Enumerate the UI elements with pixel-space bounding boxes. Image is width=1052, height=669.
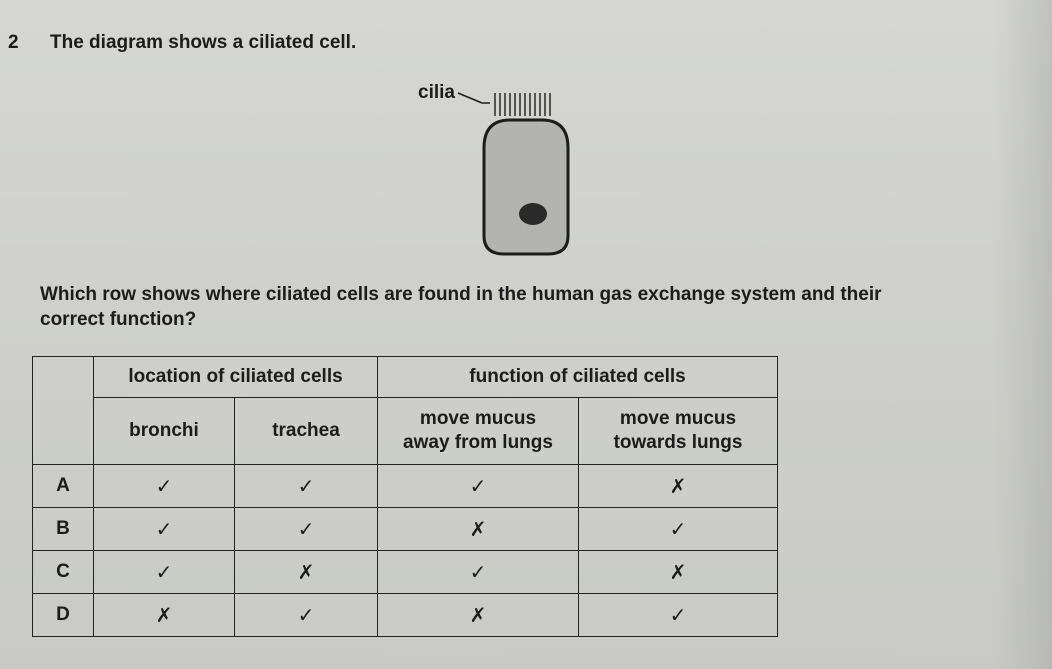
answer-table [32, 356, 778, 637]
mark-bronchi: ✓ [94, 465, 235, 508]
option-letter-b: B [33, 508, 94, 551]
mark-trachea: ✓ [235, 465, 378, 508]
question-number: 2 [8, 32, 19, 53]
nucleus [519, 203, 547, 225]
mark-away: ✗ [378, 594, 579, 637]
ciliated-cell-diagram [400, 76, 600, 266]
header-trachea: trachea [235, 398, 378, 465]
cilia [495, 93, 550, 116]
mark-towards: ✗ [579, 551, 778, 594]
mark-away: ✗ [378, 508, 579, 551]
mark-bronchi: ✓ [94, 508, 235, 551]
question-title: The diagram shows a ciliated cell. [50, 32, 357, 53]
mark-away: ✓ [378, 551, 579, 594]
mark-trachea: ✓ [235, 594, 378, 637]
mark-trachea: ✓ [235, 508, 378, 551]
option-letter-c: C [33, 551, 94, 594]
mark-away: ✓ [378, 465, 579, 508]
question-prompt-line-1: Which row shows where ciliated cells are found in the human gas exchange system and their [40, 284, 882, 305]
mark-towards: ✓ [579, 508, 778, 551]
header-bronchi: bronchi [94, 398, 235, 465]
header-function-group: function of ciliated cells [378, 357, 778, 398]
header-location-group: location of ciliated cells [94, 357, 378, 398]
option-letter-a: A [33, 465, 94, 508]
header-blank-cell [33, 357, 94, 465]
mark-towards: ✓ [579, 594, 778, 637]
table-row[interactable] [33, 594, 778, 637]
option-letter-d: D [33, 594, 94, 637]
table-row[interactable] [33, 508, 778, 551]
cell-body [484, 120, 568, 254]
header-move-mucus-towards: move mucus towards lungs [579, 398, 778, 465]
header-move-mucus-away: move mucus away from lungs [378, 398, 579, 465]
cilia-label: cilia [418, 82, 455, 103]
question-prompt [40, 282, 1000, 332]
mark-trachea: ✗ [235, 551, 378, 594]
table-row[interactable] [33, 465, 778, 508]
page-edge-shadow [992, 0, 1052, 669]
question-prompt-line-2: correct function? [40, 309, 197, 330]
mark-bronchi: ✗ [94, 594, 235, 637]
cilia-leader-line [458, 93, 482, 103]
mark-bronchi: ✓ [94, 551, 235, 594]
mark-towards: ✗ [579, 465, 778, 508]
table-row[interactable] [33, 551, 778, 594]
